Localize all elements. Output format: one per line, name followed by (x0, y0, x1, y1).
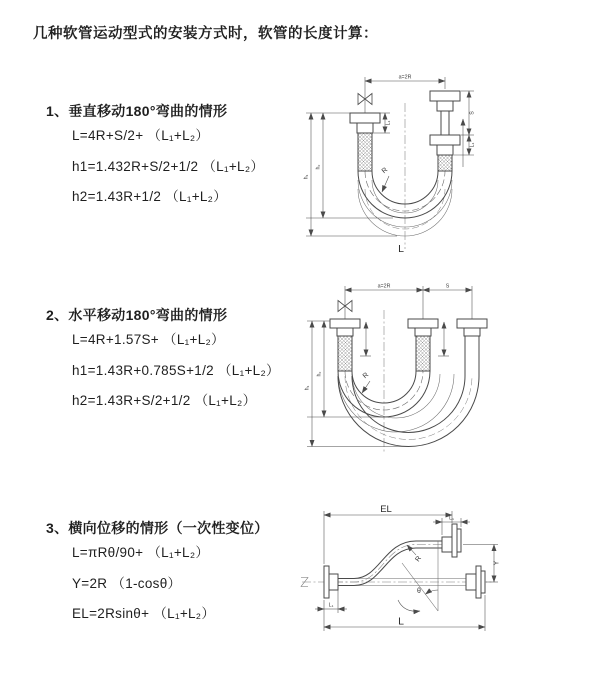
radius-label: R (414, 555, 424, 564)
formula-line: L=4R+1.57S+ （L₁+L₂） (72, 332, 225, 347)
dim-label-a2r: a=2R (398, 74, 412, 81)
pipe-fittings (330, 319, 487, 336)
dim-label-h1: h₁ (304, 385, 311, 391)
formula-line: Y=2R （1-cosθ） (72, 575, 182, 591)
diagram-vertical-180-bend (297, 67, 597, 257)
section-1 (46, 101, 316, 213)
radius-label: R (361, 371, 371, 381)
braided-hose-mid-leg (416, 336, 430, 371)
dim-label-l1-top: L₁ (449, 515, 454, 522)
valve-icon (338, 286, 352, 319)
dim-label-l1-bottom: L₁ (328, 602, 334, 609)
dim-label-el: EL (380, 504, 392, 515)
length-label: L (398, 243, 404, 255)
diagram-lateral-displacement (298, 497, 598, 652)
dimension-lines (305, 284, 473, 447)
section-3 (46, 518, 316, 630)
diagram-horizontal-180-bend (300, 276, 600, 461)
formula-line: EL=2Rsinθ+ （L₁+L₂） (72, 606, 216, 621)
braided-hose-left-leg (358, 133, 372, 171)
formula-line: L=πRθ/90+ （L₁+L₂） (72, 545, 210, 560)
formula-line: h1=1.432R+S/2+1/2 （L₁+L₂） (72, 158, 265, 174)
radius-label: R (380, 166, 390, 176)
dim-label-l1b: L₁ (469, 142, 476, 148)
valve-icon (358, 77, 372, 113)
angle-label: θ (417, 588, 421, 595)
dim-label-s: S (445, 283, 450, 290)
pipe-flanges (324, 524, 485, 598)
formula-line: h2=1.43R+1/2 （L₁+L₂） (72, 189, 228, 204)
dim-label-y: Y (493, 560, 501, 566)
angle-construction (398, 541, 438, 611)
dim-label-a2r: a=2R (377, 283, 391, 290)
section-3-heading: 3、横向位移的情形（一次性变位） (46, 520, 269, 536)
section-2 (46, 305, 316, 417)
formula-line: h2=1.43R+S/2+1/2 （L₁+L₂） (72, 393, 257, 408)
formula-line: h1=1.43R+0.785S+1/2 （L₁+L₂） (72, 362, 280, 378)
dim-label-h1: h₁ (303, 174, 310, 180)
dimension-lines (315, 504, 501, 631)
section-2-heading: 2、水平移动180°弯曲的情形 (46, 307, 228, 323)
dim-label-h2: h₂ (316, 371, 323, 377)
hose-u-bends (338, 336, 479, 446)
dim-label-s: S (469, 111, 476, 115)
dim-label-h2: h₂ (315, 164, 322, 170)
section-1-heading: 1、垂直移动180°弯曲的情形 (46, 103, 228, 119)
dim-label-l1: L₁ (385, 120, 392, 126)
formula-line: L=4R+S/2+ （L₁+L₂） (72, 128, 210, 143)
braided-hose-left-leg (338, 336, 352, 371)
braided-hose-right-leg (438, 155, 452, 171)
length-label: L (398, 615, 404, 628)
page-title: 几种软管运动型式的安装方式时，软管的长度计算： (33, 26, 378, 42)
